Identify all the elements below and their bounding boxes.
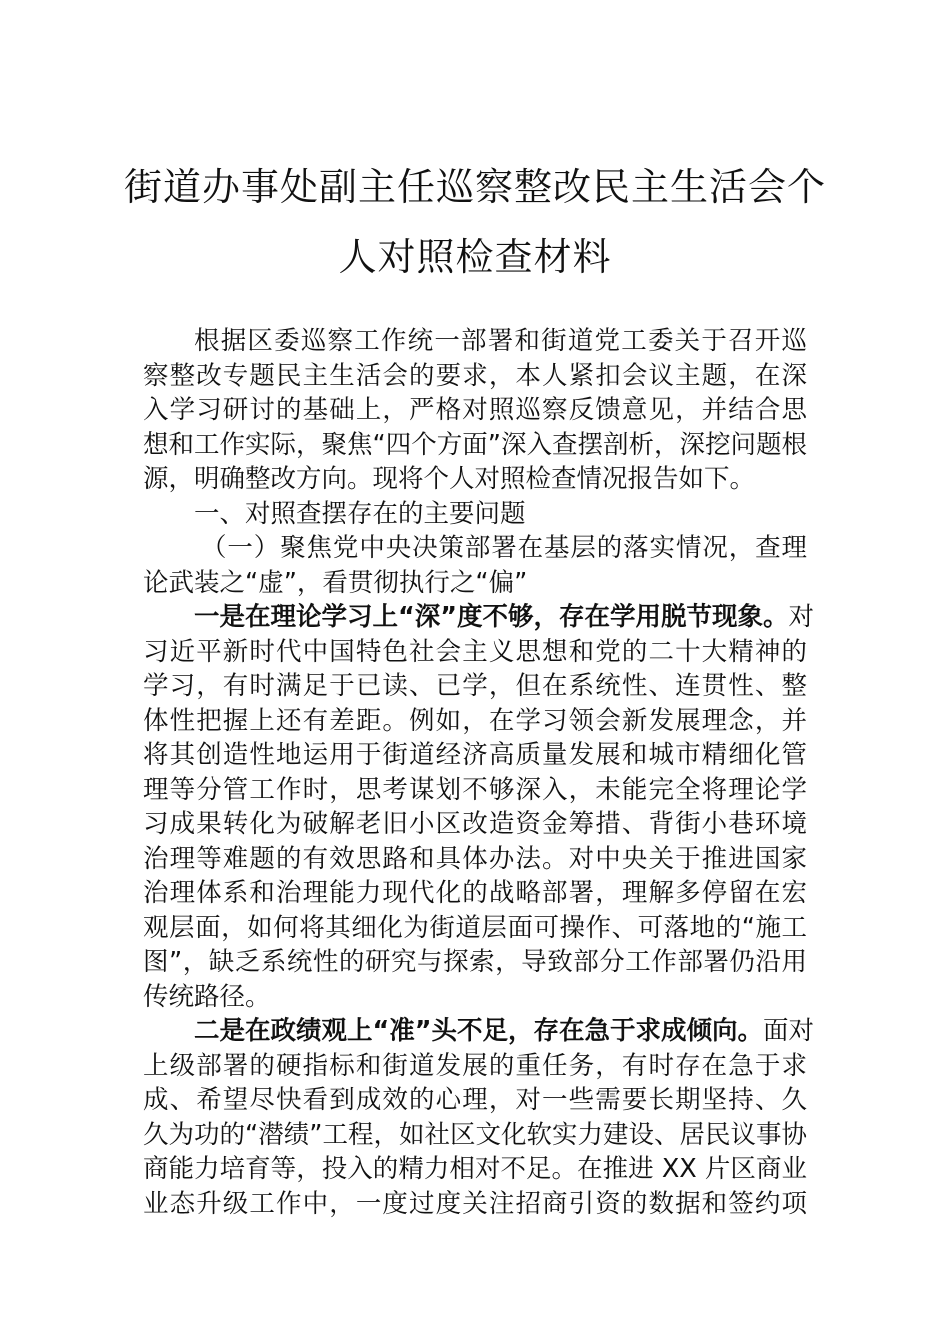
point-1-line: 将其创造性地运用于街道经济高质量发展和城市精细化管 [143,740,807,770]
point-1-line: 理等分管工作时，思考谋划不够深入，未能完全将理论学 [143,774,807,805]
subsection-heading-line: （一）聚焦党中央决策部署在基层的落实情况，查理 [201,533,807,563]
point-1-line: 治理体系和治理能力现代化的战略部署，理解多停留在宏 [143,878,807,908]
intro-line: 源，明确整改方向。现将个人对照检查情况报告如下。 [143,464,756,494]
document-title-line-1: 街道办事处副主任巡察整改民主生活会个 [123,165,826,209]
section-heading: 一、对照查摆存在的主要问题 [194,498,526,529]
point-1-line: 治理等难题的有效思路和具体办法。对中央关于推进国家 [143,843,807,874]
point-1-line: 观层面，如何将其细化为街道层面可操作、可落地的“施工 [143,912,807,943]
point-1-line: 习成果转化为破解老旧小区改造资金筹措、背街小巷环境 [143,809,807,839]
point-2-line: 商能力培育等，投入的精力相对不足。在推进 XX 片区商业 [143,1154,807,1184]
point-2-line: 成、希望尽快看到成效的心理，对一些需要长期坚持、久 [143,1085,807,1115]
point-2-lead-tail: 面对 [763,1016,815,1046]
point-1-line: 传统路径。 [143,981,271,1012]
intro-line: 根据区委巡察工作统一部署和街道党工委关于召开巡 [194,326,807,356]
document-title-line-2: 人对照检查材料 [338,235,612,279]
intro-line: 入学习研讨的基础上，严格对照巡察反馈意见，并结合思 [143,395,807,425]
point-1-line: 图”，缺乏系统性的研究与探索，导致部分工作部署仍沿用 [143,947,807,977]
intro-line: 察整改专题民主生活会的要求，本人紧扣会议主题，在深 [143,360,807,391]
intro-line: 想和工作实际，聚焦“四个方面”深入查摆剖析，深挖问题根 [143,429,807,460]
point-2-line: 久为功的“潜绩”工程，如社区文化软实力建设、居民议事协 [143,1119,807,1150]
point-1-line: 体性把握上还有差距。例如，在学习领会新发展理念，并 [143,705,807,736]
document-body [143,324,815,1221]
point-2-bold-lead: 二是在政绩观上“准”头不足，存在急于求成倾向。 [194,1016,764,1046]
point-1-lead-tail: 对 [788,602,815,632]
point-1-first-line [143,600,815,635]
point-2-first-line [143,1014,815,1049]
subsection-heading-line: 论武装之“虚”，看贯彻执行之“偏” [143,567,528,598]
point-2-line: 上级部署的硬指标和街道发展的重任务，有时存在急于求 [143,1050,807,1081]
point-2-line: 业态升级工作中，一度过度关注招商引资的数据和签约项 [143,1188,807,1219]
point-1-bold-lead: 一是在理论学习上“深”度不够，存在学用脱节现象。 [194,602,789,632]
point-1-line: 学习，有时满足于已读、已学，但在系统性、连贯性、整 [143,671,807,701]
point-1-line: 习近平新时代中国特色社会主义思想和党的二十大精神的 [143,636,807,667]
